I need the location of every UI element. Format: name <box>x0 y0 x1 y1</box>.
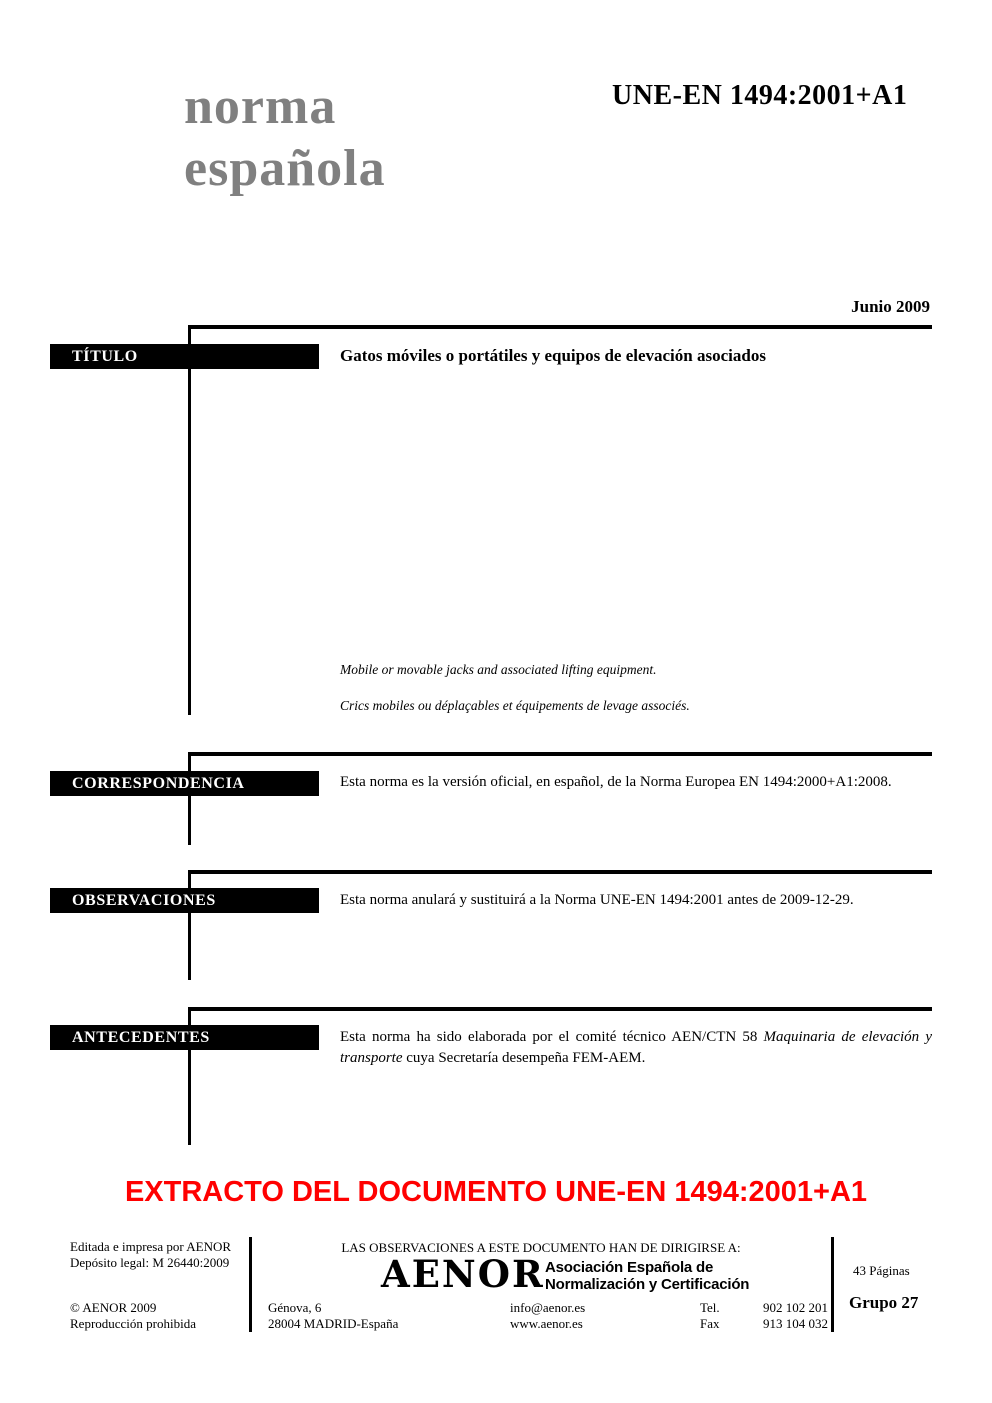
observaciones-label: OBSERVACIONES <box>72 891 216 909</box>
footer-tel-label: Tel. <box>700 1300 720 1315</box>
footer-contact-block <box>510 1300 585 1332</box>
footer-group-number: Grupo 27 <box>849 1293 919 1312</box>
observaciones-label-box <box>50 888 319 913</box>
footer-publisher-block <box>70 1239 231 1271</box>
aenor-tagline-line2: Normalización y Certificación <box>545 1276 750 1293</box>
antecedentes-committee-name: Maquinaria de elevación y transporte <box>340 1029 932 1066</box>
publication-date: Junio 2009 <box>851 297 930 316</box>
footer-website: www.aenor.es <box>510 1316 583 1331</box>
rule-correspondencia <box>188 752 932 756</box>
antecedentes-text-before: Esta norma ha sido elaborada por el comité técnico AEN/CTN 58 <box>340 1029 764 1045</box>
footer-divider-right <box>831 1237 834 1332</box>
stem-titulo <box>188 325 191 715</box>
rule-titulo <box>188 325 932 329</box>
aenor-tagline <box>545 1259 749 1293</box>
footer-tel-number: 902 102 201 <box>763 1300 828 1315</box>
observaciones-text: Esta norma anulará y sustituirá a la Norma UNE-EN 1494:2001 antes de 2009-12-29. <box>340 892 854 908</box>
document-title-fr: Crics mobiles ou déplaçables et équipements de levage associés. <box>340 698 690 713</box>
brand-line-1: norma <box>184 78 337 135</box>
rule-observaciones <box>188 870 932 874</box>
antecedentes-label-box <box>50 1025 319 1050</box>
footer-copyright-block <box>70 1300 196 1332</box>
antecedentes-text <box>340 1027 932 1069</box>
correspondencia-label: CORRESPONDENCIA <box>72 774 245 792</box>
footer-observations-notice: LAS OBSERVACIONES A ESTE DOCUMENTO HAN DE DIRIGIRSE A: <box>341 1240 741 1255</box>
footer-legal-deposit: Depósito legal: M 26440:2009 <box>70 1255 230 1270</box>
aenor-logo: AENOR <box>381 1252 545 1296</box>
rule-antecedentes <box>188 1007 932 1011</box>
footer-email: info@aenor.es <box>510 1300 586 1315</box>
titulo-label-box <box>50 344 319 369</box>
titulo-label: TÍTULO <box>72 347 138 365</box>
stem-correspondencia <box>188 752 191 845</box>
document-code: UNE-EN 1494:2001+A1 <box>612 80 908 111</box>
footer-page-count: 43 Páginas <box>853 1263 910 1278</box>
footer-fax-label: Fax <box>700 1316 720 1331</box>
extract-banner: EXTRACTO DEL DOCUMENTO UNE-EN 1494:2001+A1 <box>124 1176 868 1208</box>
brand-line-2: española <box>184 140 386 197</box>
footer-reproduction-notice: Reproducción prohibida <box>70 1316 196 1331</box>
stem-observaciones <box>188 870 191 980</box>
antecedentes-text-after: cuya Secretaría desempeña FEM-AEM. <box>402 1050 646 1066</box>
footer-address-street: Génova, 6 <box>268 1300 322 1315</box>
footer-copyright: © AENOR 2009 <box>70 1300 157 1315</box>
footer-address-block <box>268 1300 398 1332</box>
correspondencia-text: Esta norma es la versión oficial, en español, de la Norma Europea EN 1494:2000+A1:2008. <box>340 774 892 790</box>
footer-address-city: 28004 MADRID-España <box>268 1316 399 1331</box>
footer-fax-number: 913 104 032 <box>763 1316 828 1331</box>
document-title-en: Mobile or movable jacks and associated lifting equipment. <box>340 662 657 677</box>
brand-wordmark <box>184 76 386 200</box>
aenor-tagline-line1: Asociación Española de <box>545 1259 714 1276</box>
footer-publisher-line: Editada e impresa por AENOR <box>70 1239 232 1254</box>
footer-telfax-block <box>700 1300 828 1332</box>
correspondencia-label-box <box>50 771 319 796</box>
document-title-es: Gatos móviles o portátiles y equipos de elevación asociados <box>340 346 766 365</box>
antecedentes-label: ANTECEDENTES <box>72 1028 210 1046</box>
